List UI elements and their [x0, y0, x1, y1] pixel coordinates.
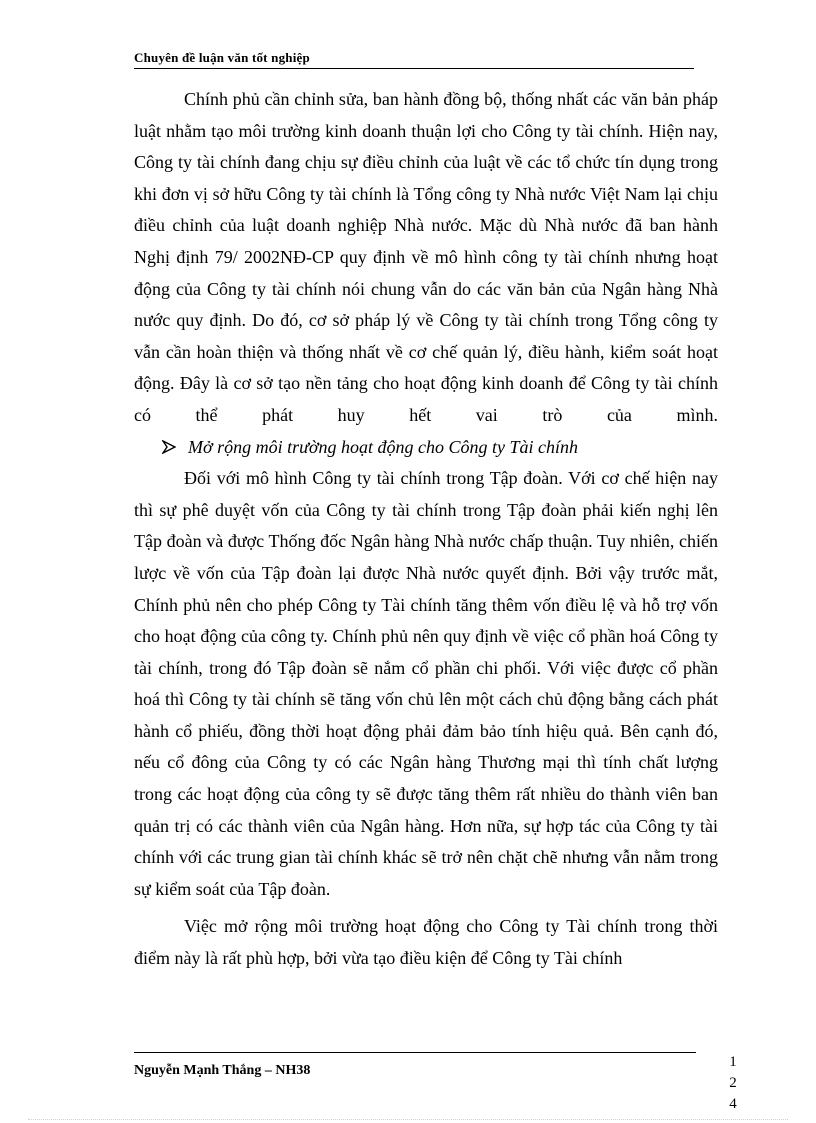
- page-digit: 2: [729, 1075, 737, 1091]
- page-digit: 1: [729, 1054, 737, 1070]
- footer-rule: [134, 1052, 696, 1053]
- page-header: [134, 50, 694, 69]
- paragraph-1: Chính phủ cần chỉnh sửa, ban hành đồng bộ, thống nhất các văn bản pháp luật nhằm tạo môi trường kinh doanh thuận lợi cho Công ty tài chính. Hiện nay, Công ty tài chính đang chịu sự điều chỉnh của luật về các tổ chức tín dụng trong khi đơn vị sở hữu Công ty tài chính là Tổng công ty Nhà nước Việt Nam lại chịu điều chỉnh của luật doanh nghiệp Nhà nước. Mặc dù Nhà nước đã ban hành Nghị định 79/ 2002NĐ-CP quy định về mô hình công ty tài chính nhưng hoạt động của Công ty tài chính nói chung vẫn do các văn bản của Ngân hàng Nhà nước quy định. Do đó, cơ sở pháp lý về Công ty tài chính trong Tổng công ty vẫn cần hoàn thiện và thống nhất về cơ chế quản lý, điều hành, kiểm soát hoạt động. Đây là cơ sở tạo nền tảng cho hoạt động kinh doanh để Công ty tài chính có thể phát huy hết vai trò của mình.: [134, 89, 718, 425]
- page-digit: 4: [729, 1096, 737, 1112]
- page-bottom-border: [28, 1119, 788, 1120]
- body-text: [134, 84, 718, 975]
- subheading-row: [162, 432, 718, 464]
- paragraph-2: Đối với mô hình Công ty tài chính trong Tập đoàn. Với cơ chế hiện nay thì sự phê duyệt vốn của Công ty tài chính trong Tập đoàn phải kiến nghị lên Tập đoàn và được Thống đốc Ngân hàng Nhà nước chấp thuận. Tuy nhiên, chiến lược về vốn của Tập đoàn lại được Nhà nước quyết định. Bởi vậy trước mắt, Chính phủ nên cho phép Công ty Tài chính tăng thêm vốn điều lệ và hỗ trợ vốn cho hoạt động của công ty. Chính phủ nên quy định về việc cổ phần hoá Công ty tài chính, trong đó Tập đoàn sẽ nắm cổ phần chi phối. Với việc được cổ phần hoá thì Công ty tài chính sẽ tăng vốn chủ lên một cách chủ động bằng cách phát hành cổ phiếu, đồng thời hoạt động phải đảm bảo tính hiệu quả. Bên cạnh đó, nếu cổ đông của Công ty có các Ngân hàng Thương mại thì tính chất lượng trong các hoạt động của công ty sẽ được tăng thêm rất nhiều do thành viên ban quản trị có các thành viên của Ngân hàng. Hơn nữa, sự hợp tác của Công ty tài chính với các trung gian tài chính khác sẽ trở nên chặt chẽ nhưng vẫn nằm trong sự kiểm soát của Tập đoàn.: [134, 468, 718, 899]
- footer-author: Nguyễn Mạnh Thắng – NH38: [134, 1063, 311, 1078]
- arrow-bullet-icon: [162, 440, 176, 454]
- page-number: [727, 1052, 739, 1115]
- subheading-text: Mở rộng môi trường hoạt động cho Công ty Tài chính: [188, 436, 579, 457]
- paragraph-3: Việc mở rộng môi trường hoạt động cho Công ty Tài chính trong thời điểm này là rất phù hợp, bởi vừa tạo điều kiện để Công ty Tài chính: [134, 916, 718, 969]
- header-title: Chuyên đề luận văn tốt nghiệp: [134, 50, 310, 65]
